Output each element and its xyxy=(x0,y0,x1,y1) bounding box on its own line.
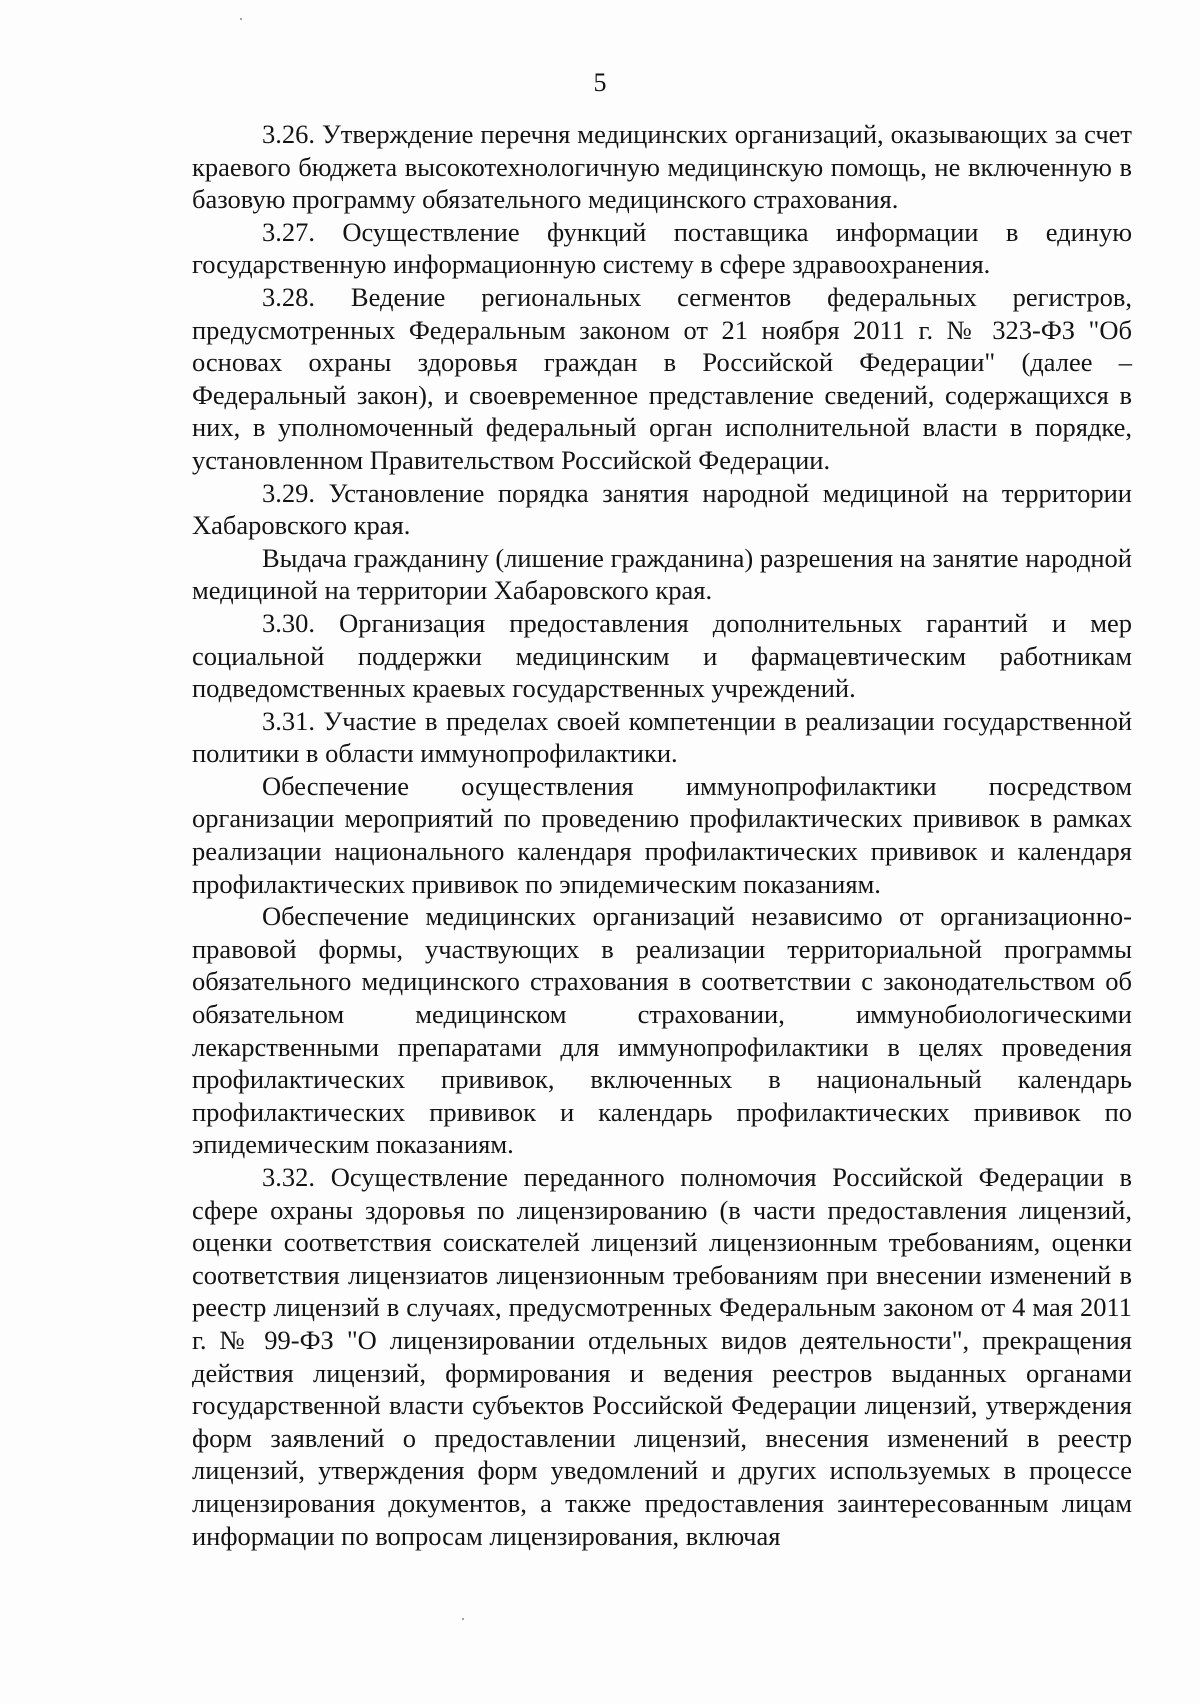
paragraph-3-30: 3.30. Организация предоставления дополнительных гарантий и мер социальной поддержки медицинским и фармацевтическим работникам подведомственных краевых государственных учреждений. xyxy=(192,607,1132,704)
paragraph-3-26: 3.26. Утверждение перечня медицинских организаций, оказывающих за счет краевого бюджета высокотехнологичную медицинскую помощь, не включенную в базовую программу обязательного медицинского страхования. xyxy=(192,119,1132,215)
paragraph-3-31-immunization: Обеспечение осуществления иммунопрофилактики посредством организации мероприятий по проведению профилактических прививок в рамках реализации национального календаря профилактических прививок и календаря профилактических прививок по эпидемическим показаниям. xyxy=(192,770,1132,899)
page-number: 5 xyxy=(593,68,607,97)
scan-speck xyxy=(240,18,242,20)
paragraph-3-29-permit: Выдача гражданину (лишение гражданина) разрешения на занятие народной медициной на территории Хабаровского края. xyxy=(192,542,1132,606)
document-body xyxy=(192,118,1132,1552)
paragraph-3-29: 3.29. Установление порядка занятия народной медициной на территории Хабаровского края. xyxy=(192,477,1132,541)
paragraph-3-31-supply: Обеспечение медицинских организаций независимо от организационно-правовой формы, участвующих в реализации территориальной программы обязательного медицинского страхования в соответствии с законодательством об обязательном медицинском страховании, иммунобиологическими лекарственными препаратами для иммунопрофилактики в целях проведения профилактических прививок, включенных в национальный календарь профилактических прививок и календарь профилактических прививок по эпидемическим показаниям. xyxy=(192,901,1132,1160)
paragraph-3-28: 3.28. Ведение региональных сегментов федеральных регистров, предусмотренных Федеральным законом от 21 ноября 2011 г. № 323-ФЗ "Об основах охраны здоровья граждан в Российской Федерации" (далее – Федеральный закон), и своевременное представление сведений, содержащихся в них, в уполномоченный федеральный орган исполнительной власти в порядке, установленном Правительством Российской Федерации. xyxy=(192,281,1132,475)
scan-speck xyxy=(462,1618,464,1620)
paragraph-3-27: 3.27. Осуществление функций поставщика информации в единую государственную информационную систему в сфере здравоохранения. xyxy=(192,216,1132,280)
paragraph-3-31: 3.31. Участие в пределах своей компетенции в реализации государственной политики в области иммунопрофилактики. xyxy=(192,705,1132,769)
paragraph-3-32: 3.32. Осуществление переданного полномочия Российской Федерации в сфере охраны здоровья по лицензированию (в части предоставления лицензий, оценки соответствия соискателей лицензий лицензионным требованиям, оценки соответствия лицензиатов лицензионным требованиям при внесении изменений в реестр лицензий в случаях, предусмотренных Федеральным законом от 4 мая 2011 г. № 99-ФЗ "О лицензировании отдельных видов деятельности", прекращения действия лицензий, формирования и ведения реестров выданных органами государственной власти субъектов Российской Федерации лицензий, утверждения форм заявлений о предоставлении лицензий, внесения изменений в реестр лицензий, утверждения форм уведомлений и других используемых в процессе лицензирования документов, а также предоставления заинтересованным лицам информации по вопросам лицензирования, включая xyxy=(192,1162,1132,1551)
